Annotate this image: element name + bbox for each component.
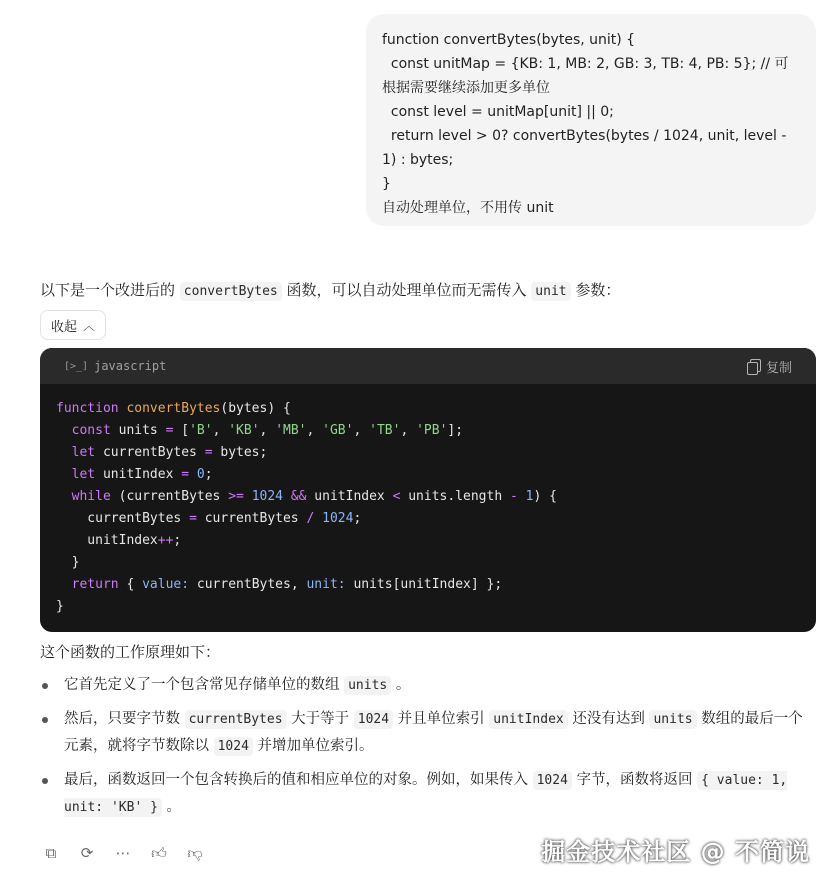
watermark: 掘金技术社区 @ 不简说: [541, 838, 810, 866]
list-item: [40, 672, 816, 699]
inline-code: currentBytes: [185, 710, 287, 729]
inline-code: unit: [531, 282, 570, 301]
thumbs-up-icon[interactable]: 👍︎: [151, 843, 167, 862]
code-content: function convertBytes(bytes) { const units = ['B', 'KB', 'MB', 'GB', 'TB', 'PB']; let currentBytes = bytes; let unitIndex = 0; while (currentBytes >= 1024 && unitIndex < units.length - 1) { currentBytes = currentBytes / 1024; unitIndex++; } return { value: currentBytes, unit: units[unitIndex] }; }: [56, 401, 557, 614]
inline-code: convertBytes: [180, 282, 282, 301]
copy-code-button[interactable]: [747, 357, 792, 376]
copy-label: 复制: [765, 360, 792, 376]
list-item: [40, 706, 816, 760]
copy-icon[interactable]: ⧉: [45, 844, 57, 862]
bullet-text: 数组的最后一个元素，就将字节数除以: [64, 711, 803, 754]
assistant-intro: [40, 278, 620, 304]
inline-code: 1024: [533, 771, 572, 790]
user-message-line: const level = unitMap[unit] || 0;: [382, 104, 614, 120]
bullet-text: 并且单位索引: [397, 711, 485, 727]
terminal-icon: [>_]: [64, 360, 89, 372]
inline-code: unitIndex: [489, 710, 567, 729]
bullet-text: 。: [166, 799, 182, 815]
inline-code: 1024: [354, 710, 393, 729]
list-item: [40, 767, 816, 821]
message-actions: [40, 842, 206, 864]
user-message-bubble: [366, 14, 816, 226]
code-language: [64, 359, 166, 373]
intro-text: 参数：: [575, 281, 621, 299]
explain-title: 这个函数的工作原理如下：: [40, 643, 221, 661]
explain-list: [40, 672, 816, 828]
copy-icon: [747, 359, 760, 374]
user-message-line: return level > 0? convertBytes(bytes / 1024, unit, level - 1) : bytes;: [382, 128, 791, 168]
more-icon[interactable]: ⋯: [115, 844, 131, 862]
code-block: [40, 348, 816, 632]
user-message-line: 自动处理单位，不用传 unit: [382, 200, 554, 216]
regenerate-icon[interactable]: ⟳: [80, 844, 94, 862]
intro-text: 函数，可以自动处理单位而无需传入: [286, 281, 527, 299]
user-message-line: }: [382, 176, 391, 192]
bullet-text: 大于等于: [291, 711, 350, 727]
inline-code: units: [649, 710, 696, 729]
user-message-line: const unitMap = {KB: 1, MB: 2, GB: 3, TB: 4, PB: 5}; // 可根据需要继续添加更多单位: [382, 56, 789, 96]
chevron-up-icon: ︿: [83, 318, 96, 333]
inline-code: units: [344, 676, 391, 695]
code-header: [40, 348, 816, 384]
bullet-text: 字节，函数将返回: [576, 772, 693, 788]
bullet-text: 还没有达到: [572, 711, 645, 727]
bullet-text: 然后，只要字节数: [64, 711, 180, 727]
user-message-line: function convertBytes(bytes, unit) {: [382, 32, 636, 48]
collapse-button[interactable]: [40, 310, 106, 340]
code-language-label: javascript: [94, 359, 167, 373]
thumbs-down-icon[interactable]: 👎︎: [187, 843, 203, 862]
inline-code: 1024: [214, 737, 253, 756]
intro-text: 以下是一个改进后的: [40, 281, 176, 299]
bullet-text: 最后，函数返回一个包含转换后的值和相应单位的对象。例如，如果传入: [64, 772, 528, 788]
bullet-text: 它首先定义了一个包含常见存储单位的数组: [64, 677, 340, 693]
collapse-label: 收起: [51, 319, 78, 335]
inline-code: { value: 1, unit: 'KB' }: [64, 773, 788, 815]
bullet-text: 并增加单位索引。: [257, 738, 374, 754]
bullet-text: 。: [395, 677, 411, 693]
